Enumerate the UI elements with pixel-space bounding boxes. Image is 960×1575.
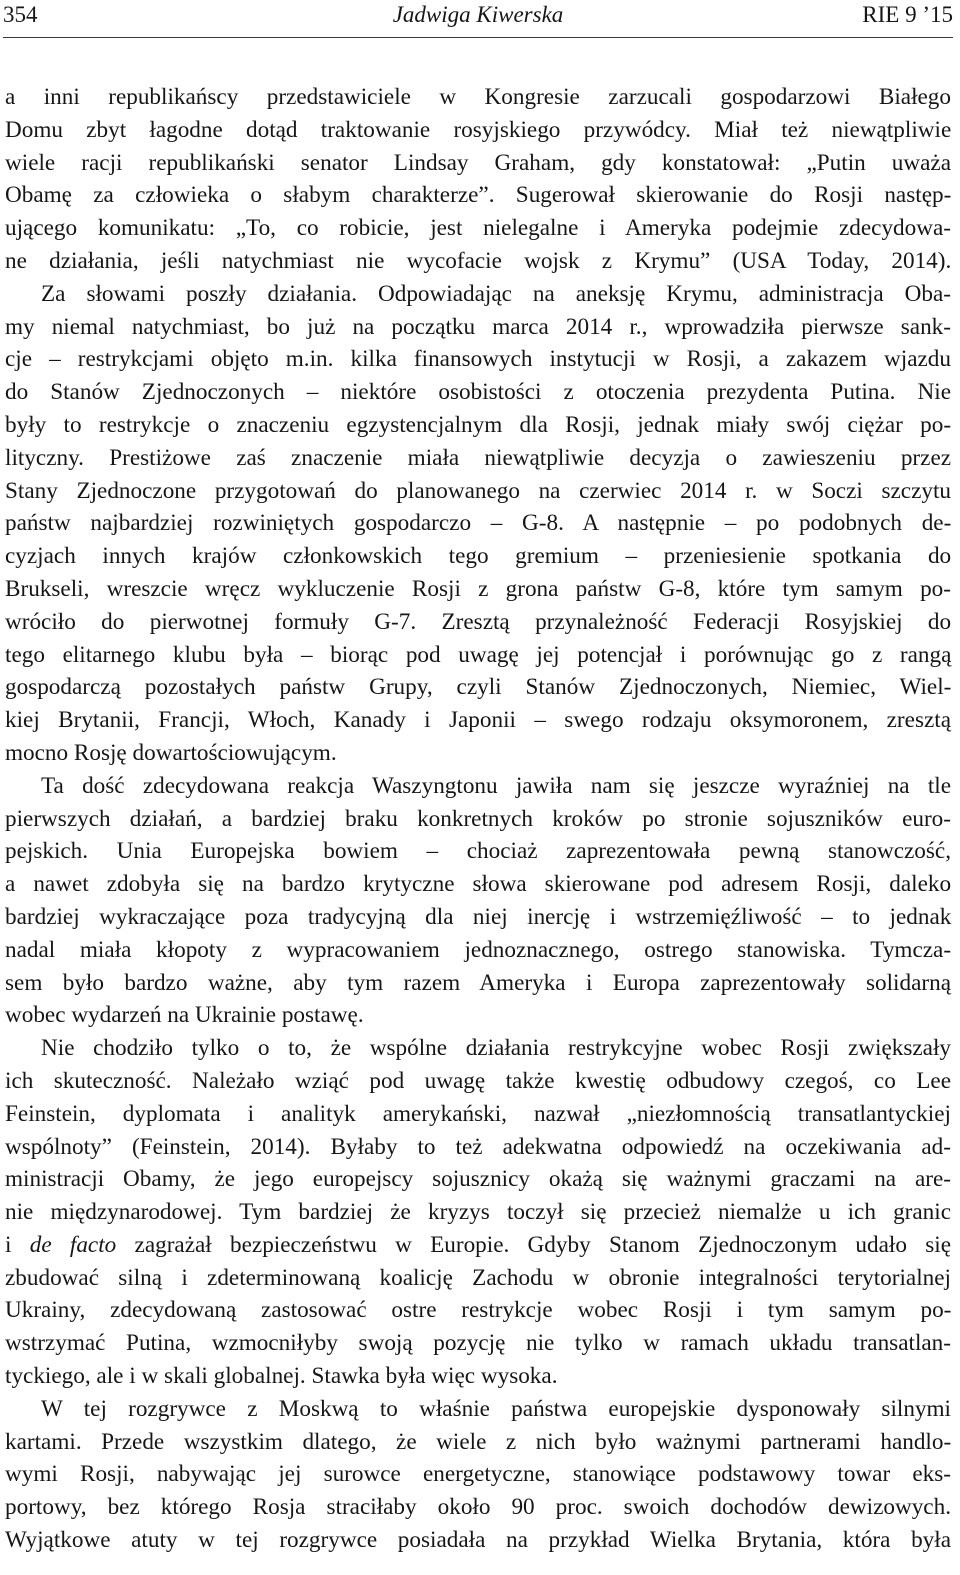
text-line: wróciło do pierwotnej formuły G-7. Zresztą przynależność Federacji Rosyjskiej do	[5, 608, 952, 635]
text-line: Stany Zjednoczone przygotowań do planowanego na czerwiec 2014 r. w Soczi szczytu	[5, 477, 951, 504]
header-rule	[3, 37, 953, 38]
running-header	[3, 0, 953, 32]
text-fragment: i	[5, 1231, 30, 1258]
text-line: Ukrainy, zdecydowaną zastosować ostre restrykcje wobec Rosji i tym samym po-	[5, 1297, 952, 1324]
text-line: bardziej wykraczające poza tradycyjną dla niej inercję i wstrzemięźliwość – to jednak	[5, 903, 952, 930]
running-header-author: Jadwiga Kiwerska	[392, 2, 564, 27]
text-line: kartami. Przede wszystkim dlatego, że wiele z nich było ważnymi partnerami handlo-	[5, 1428, 952, 1455]
text-line-with-italic	[5, 1229, 951, 1262]
text-line: ich skuteczność. Należało wziąć pod uwagę także kwestię odbudowy czegoś, co Lee	[5, 1067, 951, 1094]
running-header-journal: RIE 9 ’15	[862, 2, 953, 27]
text-line: zbudować silną i zdeterminowaną koalicję Zachodu w obronie integralności terytorialnej	[5, 1264, 951, 1291]
text-line: wymi Rosji, nabywając jej surowce energetyczne, stanowiące podstawowy towar eks-	[5, 1461, 951, 1488]
text-line: Wyjątkowe atuty w tej rozgrywce posiadała na przykład Wielka Brytania, która była	[5, 1527, 951, 1554]
text-fragment: zagrażał bezpieczeństwu w Europie. Gdyby Stanom Zjednoczonym udało się	[116, 1231, 951, 1258]
text-line: nadal miała kłopoty z wypracowaniem jednoznacznego, ostrego stanowiska. Tymcza-	[5, 936, 952, 963]
text-line: Brukseli, wreszcie wręcz wykluczenie Rosji z grona państw G-8, które tym samym po-	[5, 575, 951, 602]
text-line: wspólnoty” (Feinstein, 2014). Byłaby to też adekwatna odpowiedź na oczekiwania ad-	[5, 1133, 951, 1160]
text-line: pejskich. Unia Europejska bowiem – chociaż zaprezentowała pewną stanowczość,	[5, 838, 951, 865]
text-line: Domu zbyt łagodne dotąd traktowanie rosyjskiego przywódcy. Miał też niewątpliwie	[5, 116, 952, 143]
text-line: a inni republikańscy przedstawiciele w Kongresie zarzucali gospodarzowi Białego	[5, 84, 951, 110]
text-line: ne działania, jeśli natychmiast nie wycofacie wojsk z Krymu” (USA Today, 2014).	[5, 247, 952, 274]
page-number: 354	[3, 2, 38, 27]
text-line: gospodarczą pozostałych państw Grupy, czyli Stanów Zjednoczonych, Niemiec, Wiel-	[5, 674, 952, 701]
text-line: cyzjach innych krajów członkowskich tego gremium – przeniesienie spotkania do	[5, 543, 952, 570]
text-line: tego elitarnego klubu była – biorąc pod uwagę jej potencjał i porównując go z rangą	[5, 641, 952, 668]
text-line: wstrzymać Putina, wzmocniłyby swoją pozycję nie tylko w ramach układu transatlan-	[5, 1330, 951, 1357]
text-line: Za słowami poszły działania. Odpowiadając na aneksję Krymu, administracja Oba-	[41, 280, 951, 307]
text-line: portowy, bez którego Rosja straciłaby około 90 proc. swoich dochodów dewizowych.	[5, 1494, 951, 1521]
paragraph-1	[5, 81, 951, 770]
text-line: sem było bardzo ważne, aby tym razem Ameryka i Europa zaprezentowały solidarną	[5, 969, 951, 996]
italic-term: de facto	[29, 1231, 117, 1258]
text-line: Feinstein, dyplomata i analityk amerykański, nazwał „niezłomnością transatlantyckiej	[5, 1100, 951, 1127]
paragraph-3	[5, 1032, 951, 1393]
text-line: mocno Rosję dowartościowującym.	[5, 739, 337, 766]
text-line: pierwszych działań, a bardziej braku konkretnych kroków po stronie sojuszników euro-	[5, 805, 951, 832]
text-line: ującego komunikatu: „To, co robicie, jest nielegalne i Ameryka podejmie zdecydowa-	[5, 215, 951, 242]
text-line: do Stanów Zjednoczonych – niektóre osobistości z otoczenia prezydenta Putina. Nie	[5, 379, 951, 406]
body-text	[5, 81, 951, 1557]
text-line: W tej rozgrywce z Moskwą to właśnie państwa europejskie dysponowały silnymi	[41, 1395, 951, 1422]
paragraph-2	[5, 770, 951, 1032]
text-line: ministracji Obamy, że jego europejscy sojusznicy okażą się ważnymi graczami na are-	[5, 1166, 952, 1193]
text-line: państw najbardziej rozwiniętych gospodarczo – G-8. A następnie – po podobnych de-	[5, 510, 952, 537]
text-line: były to restrykcje o znaczeniu egzystencjalnym dla Rosji, jednak miały swój ciężar po-	[5, 411, 952, 438]
text-line: tyckiego, ale i w skali globalnej. Stawka była więc wysoka.	[5, 1363, 558, 1390]
text-line: Obamę za człowieka o słabym charakterze”. Sugerował skierowanie do Rosji następ-	[5, 182, 952, 209]
text-line: nie międzynarodowej. Tym bardziej że kryzys toczył się przecież niemalże u ich granic	[5, 1199, 951, 1226]
text-line: Ta dość zdecydowana reakcja Waszyngtonu jawiła nam się jeszcze wyraźniej na tle	[41, 772, 951, 799]
text-line: Nie chodziło tylko o to, że wspólne działania restrykcyjne wobec Rosji zwiększały	[41, 1035, 951, 1062]
text-line: wiele racji republikański senator Lindsay Graham, gdy konstatował: „Putin uważa	[5, 149, 951, 176]
text-line: cje – restrykcjami objęto m.in. kilka finansowych instytucji w Rosji, a zakazem wjazdu	[5, 346, 951, 373]
text-line: lityczny. Prestiżowe zaś znaczenie miała niewątpliwie decyzja o zawieszeniu przez	[5, 444, 952, 471]
text-line: wobec wydarzeń na Ukrainie postawę.	[5, 1002, 364, 1029]
paragraph-4	[5, 1393, 951, 1557]
text-line: a nawet zdobyła się na bardzo krytyczne słowa skierowane pod adresem Rosji, daleko	[5, 871, 952, 898]
text-line: my niemal natychmiast, bo już na początku marca 2014 r., wprowadziła pierwsze sank-	[5, 313, 951, 340]
text-line: kiej Brytanii, Francji, Włoch, Kanady i Japonii – swego rodzaju oksymoronem, zresztą	[5, 707, 951, 734]
